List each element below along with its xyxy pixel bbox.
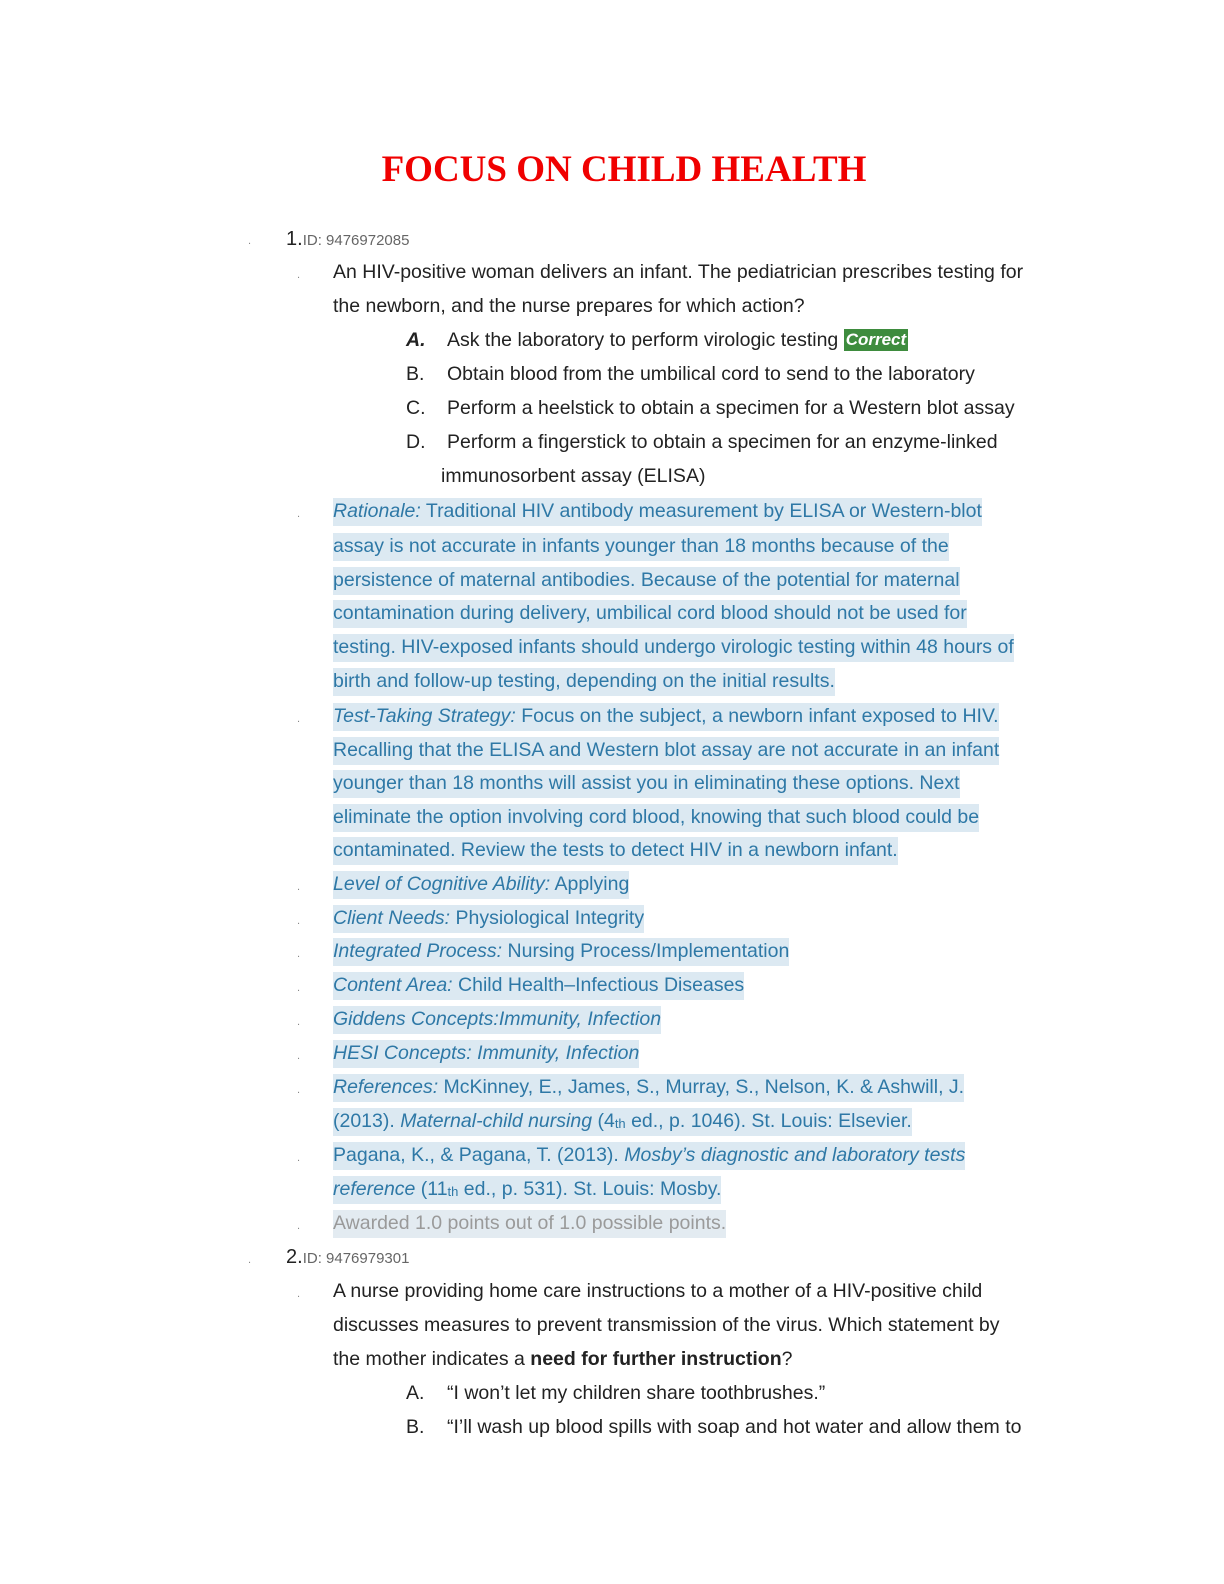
rationale-label: Rationale: bbox=[333, 500, 421, 522]
list-marker: . bbox=[297, 915, 301, 927]
question-number: 2. bbox=[286, 1246, 303, 1268]
list-marker: . bbox=[297, 1220, 301, 1232]
list-marker: . bbox=[297, 948, 301, 960]
question-stem-line: the mother indicates a need for further instruction? bbox=[333, 1348, 793, 1370]
option-letter: A. bbox=[406, 329, 426, 351]
option-letter: D. bbox=[406, 431, 426, 453]
strategy-label: Test-Taking Strategy: bbox=[333, 705, 516, 727]
rationale-line: testing. HIV-exposed infants should undergo virologic testing within 48 hours of bbox=[333, 635, 1014, 659]
strategy-line: Test-Taking Strategy: Focus on the subject, a newborn infant exposed to HIV. bbox=[333, 704, 999, 728]
list-marker: . bbox=[297, 881, 301, 893]
awarded-points: Awarded 1.0 points out of 1.0 possible points. bbox=[333, 1211, 726, 1235]
question-stem-line: the newborn, and the nurse prepares for which action? bbox=[333, 295, 805, 317]
rationale-line: birth and follow-up testing, depending on the initial results. bbox=[333, 669, 835, 693]
list-marker: . bbox=[297, 1084, 301, 1096]
option-a: “I won’t let my children share toothbrushes.” bbox=[447, 1382, 826, 1404]
document-title: FOCUS ON CHILD HEALTH bbox=[381, 149, 867, 190]
cognitive-ability-line: Level of Cognitive Ability: Applying bbox=[333, 872, 629, 896]
question-stem-line: discusses measures to prevent transmission of the virus. Which statement by bbox=[333, 1314, 1000, 1336]
emphasis-text: need for further instruction bbox=[530, 1348, 782, 1370]
rationale-line: assay is not accurate in infants younger than 18 months because of the bbox=[333, 534, 949, 558]
reference-line: References: McKinney, E., James, S., Murray, S., Nelson, K. & Ashwill, J. bbox=[333, 1075, 964, 1099]
rationale-line: contamination during delivery, umbilical cord blood should not be used for bbox=[333, 601, 967, 625]
giddens-concepts-line: Giddens Concepts:Immunity, Infection bbox=[333, 1007, 661, 1031]
question-id: ID: 9476972085 bbox=[302, 232, 410, 249]
content-area-line: Content Area: Child Health–Infectious Diseases bbox=[333, 973, 744, 997]
option-letter: C. bbox=[406, 397, 426, 419]
option-d-continued: immunosorbent assay (ELISA) bbox=[441, 465, 706, 487]
hesi-concepts-line: HESI Concepts: Immunity, Infection bbox=[333, 1041, 639, 1065]
list-marker: . bbox=[297, 1050, 301, 1062]
option-c: Perform a heelstick to obtain a specimen for a Western blot assay bbox=[447, 397, 1015, 419]
question-1-header bbox=[286, 227, 409, 253]
rationale-line: persistence of maternal antibodies. Because of the potential for maternal bbox=[333, 568, 960, 592]
strategy-line: younger than 18 months will assist you in eliminating these options. Next bbox=[333, 771, 960, 795]
option-letter: B. bbox=[406, 363, 425, 385]
question-stem-line: A nurse providing home care instructions to a mother of a HIV-positive child bbox=[333, 1280, 983, 1302]
list-marker: . bbox=[297, 1152, 301, 1164]
strategy-line: contaminated. Review the tests to detect HIV in a newborn infant. bbox=[333, 838, 898, 862]
option-letter: B. bbox=[406, 1416, 425, 1438]
option-letter: A. bbox=[406, 1382, 425, 1404]
option-d: Perform a fingerstick to obtain a specimen for an enzyme-linked bbox=[447, 431, 998, 453]
question-number: 1. bbox=[286, 228, 303, 250]
question-id: ID: 9476979301 bbox=[302, 1250, 410, 1267]
reference-line: reference ($11_{th}$ ed., p. 531). St. Louis: Mosby. bbox=[333, 1177, 721, 1204]
list-marker: . bbox=[297, 982, 301, 994]
question-stem-line: An HIV-positive woman delivers an infant. The pediatrician prescribes testing for bbox=[333, 261, 1024, 283]
list-marker: . bbox=[297, 1288, 301, 1300]
reference-line: (2013). Maternal-child nursing ($4_{th}$ ed., p. 1046). St. Louis: Elsevier. bbox=[333, 1109, 912, 1136]
integrated-process-line: Integrated Process: Nursing Process/Implementation bbox=[333, 939, 789, 963]
list-marker: . bbox=[297, 508, 301, 520]
list-marker: . bbox=[248, 1254, 252, 1266]
strategy-line: Recalling that the ELISA and Western blot assay are not accurate in an infant bbox=[333, 738, 999, 762]
option-b: “I’ll wash up blood spills with soap and hot water and allow them to bbox=[447, 1416, 1022, 1438]
rationale-line: Rationale: Traditional HIV antibody measurement by ELISA or Western-blot bbox=[333, 499, 982, 523]
list-marker: . bbox=[297, 1016, 301, 1028]
question-2-header bbox=[286, 1245, 409, 1271]
correct-badge: Correct bbox=[845, 330, 907, 349]
list-marker: . bbox=[297, 269, 301, 281]
strategy-line: eliminate the option involving cord blood, knowing that such blood could be bbox=[333, 805, 979, 829]
option-text: Ask the laboratory to perform virologic testing bbox=[447, 329, 839, 351]
list-marker: . bbox=[297, 713, 301, 725]
list-marker: . bbox=[248, 235, 252, 247]
option-b: Obtain blood from the umbilical cord to send to the laboratory bbox=[447, 363, 975, 385]
option-a bbox=[447, 328, 908, 352]
reference-line: Pagana, K., & Pagana, T. (2013). Mosby’s diagnostic and laboratory tests bbox=[333, 1143, 965, 1167]
references-label: References: bbox=[333, 1076, 439, 1098]
client-needs-line: Client Needs: Physiological Integrity bbox=[333, 906, 644, 930]
